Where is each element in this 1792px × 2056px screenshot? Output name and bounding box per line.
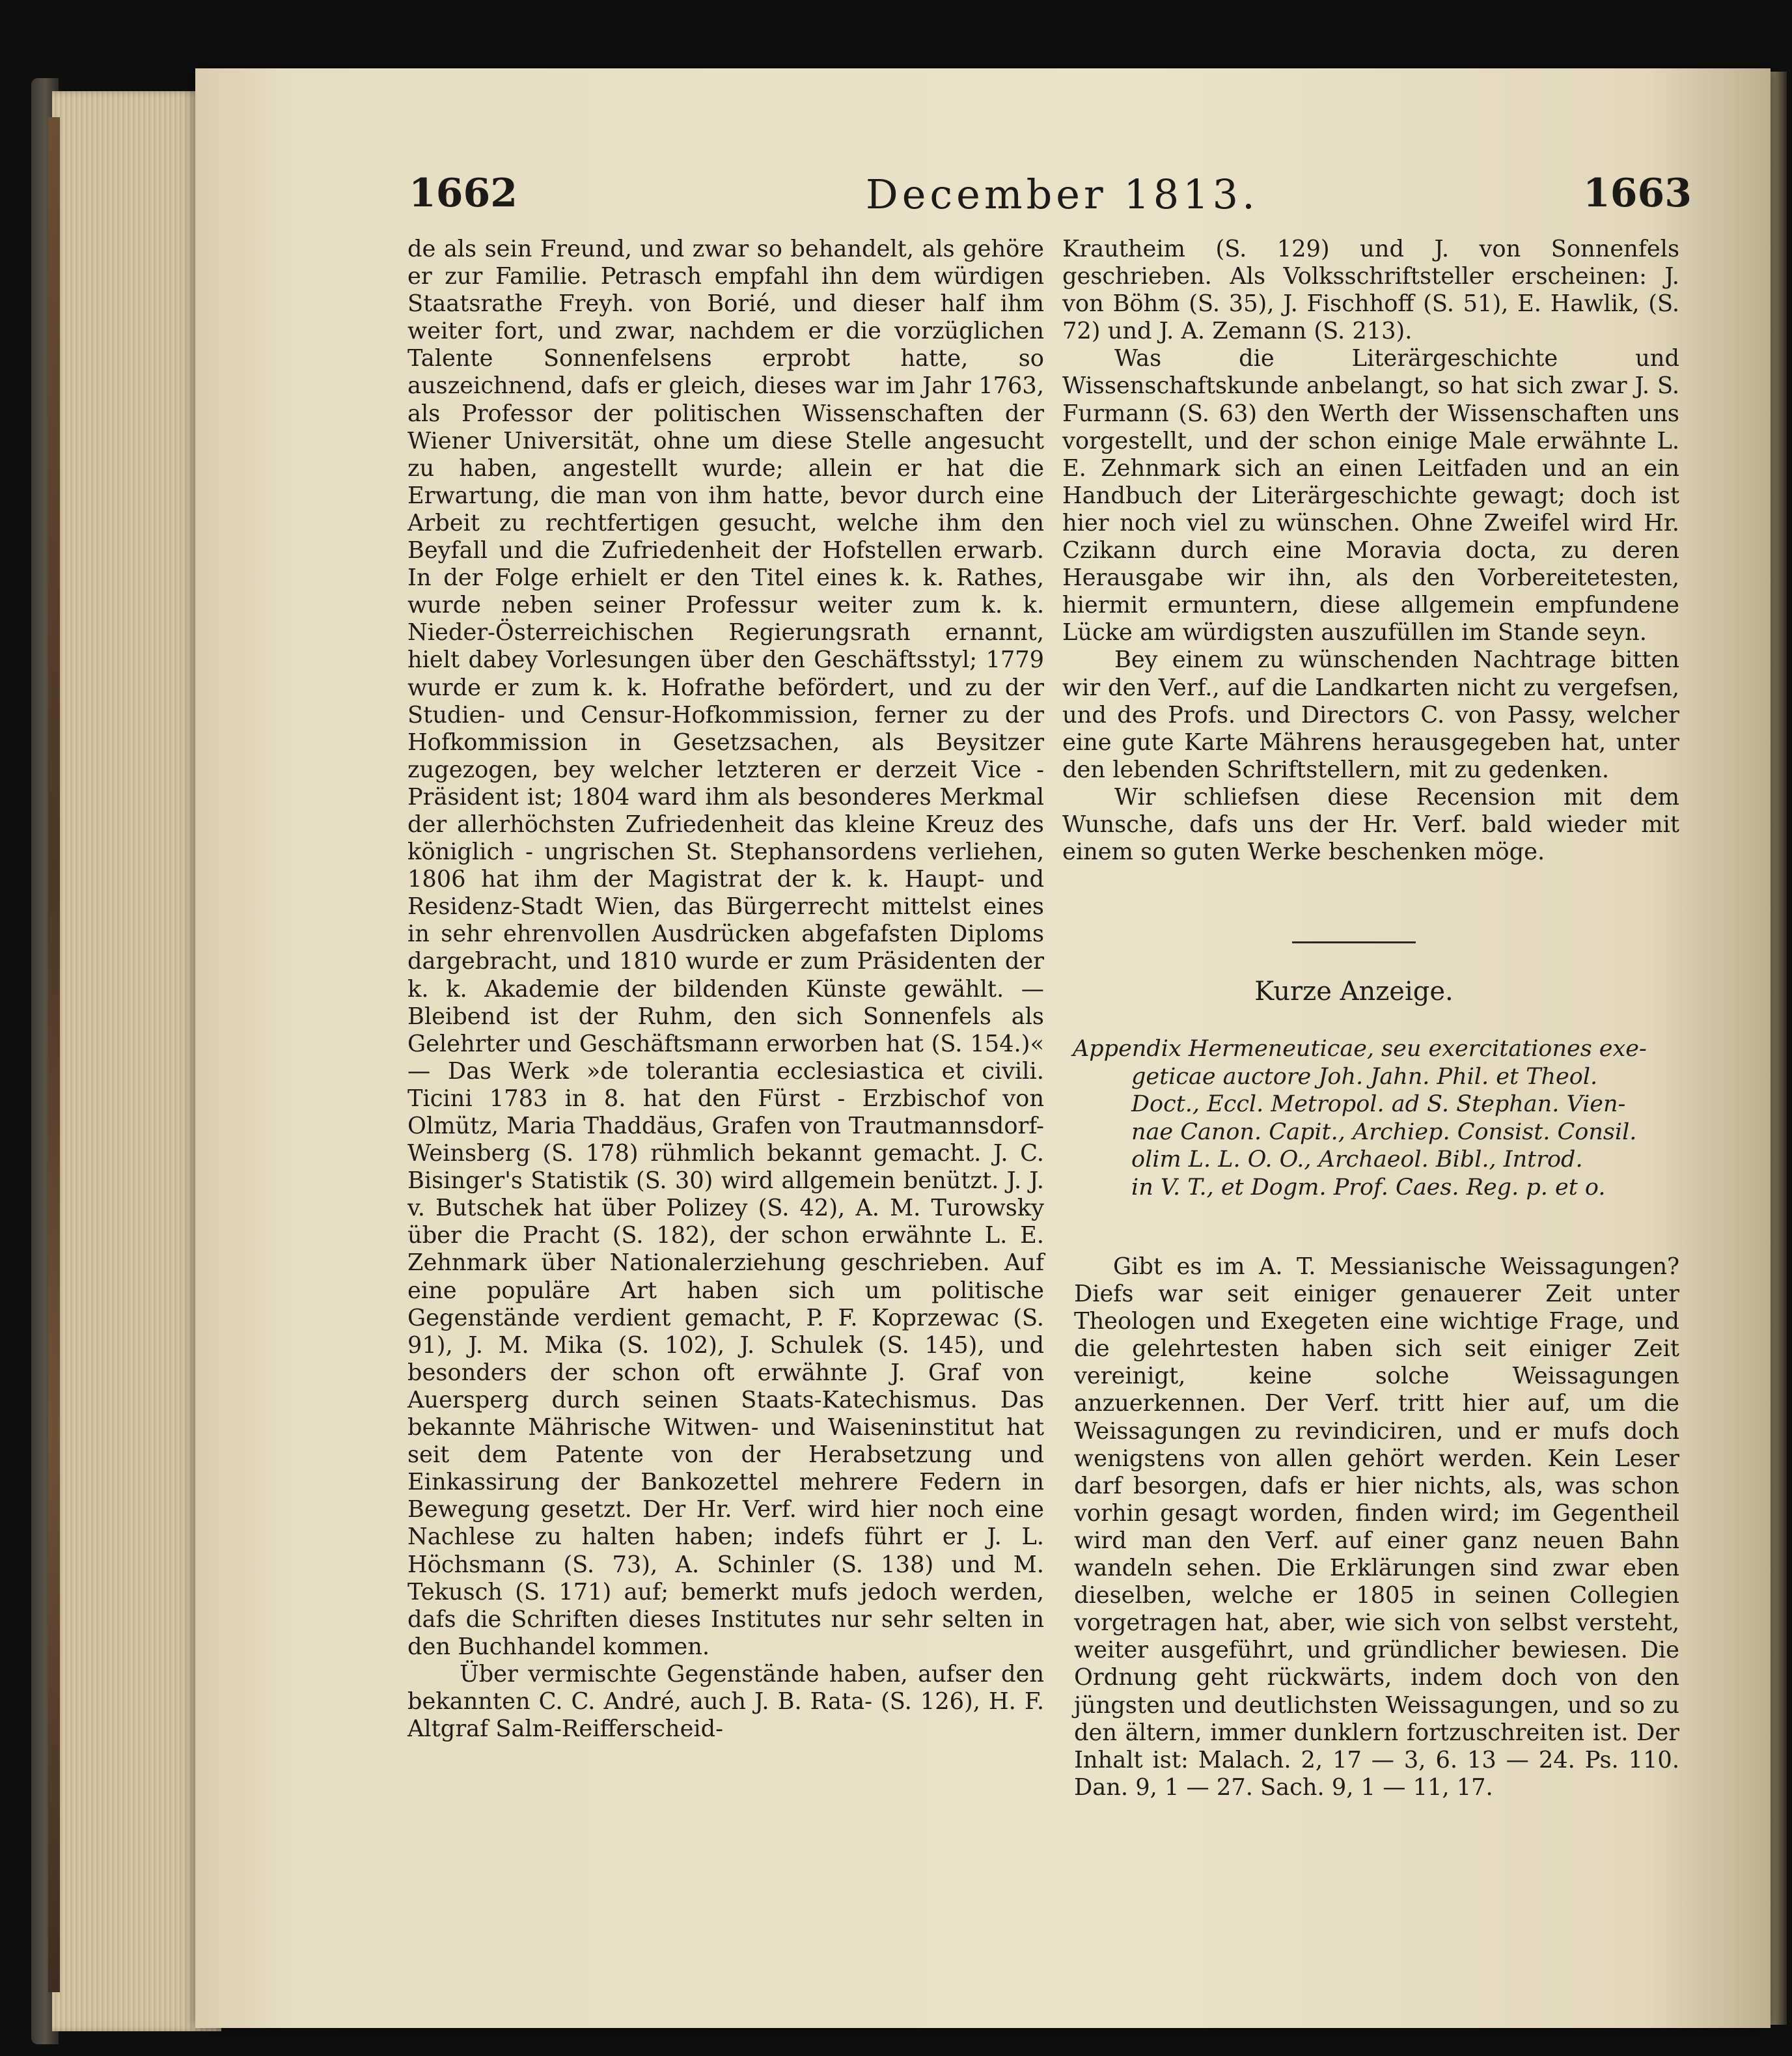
review-body (1074, 1253, 1679, 1801)
running-title: December 1813. (866, 171, 1259, 218)
paragraph: Krautheim (S. 129) und J. von Sonnenfels geschrieben. Als Volksschriftsteller erscheinen: J. von Böhm (S. 35), J. Fischhoff (S. 51), E. Hawlik, (S. 72) und J. A. Zemann (S. 213). (1062, 236, 1679, 345)
marbled-edge (48, 117, 60, 1992)
title-line: olim L. L. O. O., Archaeol. Bibl., Introd. (1131, 1146, 1583, 1173)
right-column (1062, 236, 1679, 866)
paragraph: Wir schliefsen diese Recension mit dem Wunsche, dafs uns der Hr. Verf. bald wieder mit einem so guten Werke beschenken möge. (1062, 783, 1679, 866)
title-line: nae Canon. Capit., Archiep. Consist. Consil. (1131, 1118, 1637, 1145)
section-heading: Kurze Anzeige. (1254, 977, 1454, 1007)
page-number-right: 1663 (1583, 171, 1692, 216)
paragraph: Gibt es im A. T. Messianische Weissagungen? Diefs war seit einiger genauerer Zeit unter Theologen und Exegeten eine wichtige Frage, und die gelehrtesten haben sich seit einiger Zeit vereinigt, keine solche Weissagungen anzuerkennen. Der Verf. tritt hier auf, um die Weissagungen zu revindiciren, und er mufs doch wenigstens von allen gehört werden. Kein Leser darf besorgen, dafs er hier nichts, als, was schon vorhin gesagt worden, finden wird; im Gegentheil wird man den Verf. auf einer ganz neuen Bahn wandeln sehen. Die Erklärungen sind zwar eben dieselben, welche er 1805 in seinen Collegien vorgetragen hat, aber, wie sich von selbst versteht, weiter ausgeführt, und gründlicher bewiesen. Die Ordnung geht rückwärts, indem doch von den jüngsten und deutlichsten Weissagungen, und so zu den ältern, immer dunklern fortzuschreiten ist. Der Inhalt ist: Malach. 2, 17 — 3, 6. 13 — 24. Ps. 110. Dan. 9, 1 — 27. Sach. 9, 1 — 11, 17. (1074, 1253, 1679, 1801)
page-number-left: 1662 (409, 171, 517, 216)
paragraph: de als sein Freund, und zwar so behandelt, als gehöre er zur Familie. Petrasch empfahl ihn dem würdigen Staatsrathe Freyh. von Borié, und dieser half ihm weiter fort, und zwar, nachdem er die vorzüglichen Talente Sonnenfelsens erprobt hatte, so auszeichnend, dafs er gleich, dieses war im Jahr 1763, als Professor der politischen Wissenschaften der Wiener Universität, ohne um diese Stelle angesucht zu haben, angestellt wurde; allein er hat die Erwartung, die man von ihm hatte, bevor durch eine Arbeit zu rechtfertigen gesucht, welche ihm den Beyfall und die Zufriedenheit der Hofstellen erwarb. In der Folge erhielt er den Titel eines k. k. Rathes, wurde neben seiner Professur weiter zum k. k. Nieder-Österreichischen Regierungsrath ernannt, hielt dabey Vorlesungen über den Geschäftsstyl; 1779 wurde er zum k. k. Hofrathe befördert, und zu der Studien- und Censur-Hofkommission, ferner zu der Hofkommission in Gesetzsachen, als Beysitzer zugezogen, bey welcher letzteren er derzeit Vice - Präsident ist; 1804 ward ihm als besonderes Merkmal der allerhöchsten Zufriedenheit das kleine Kreuz des königlich - ungrischen St. Stephansordens verliehen, 1806 hat ihm der Magistrat der k. k. Haupt- und Residenz-Stadt Wien, das Bürgerrecht mittelst eines in sehr ehrenvollen Ausdrücken abgefafsten Diploms dargebracht, und 1810 wurde er zum Präsidenten der k. k. Akademie der bildenden Künste gewählt. — Bleibend ist der Ruhm, den sich Sonnenfels als Gelehrter und Geschäftsmann erworben hat (S. 154.)« — Das Werk »de tolerantia ecclesiastica et civili. Ticini 1783 in 8. hat den Fürst - Erzbischof von Olmütz, Maria Thaddäus, Grafen von Trautmannsdorf-Weinsberg (S. 178) rühmlich bekannt gemacht. J. C. Bisinger's Statistik (S. 30) wird allgemein benützt. J. J. v. Butschek hat über Polizey (S. 42), A. M. Turowsky über die Pracht (S. 182), der schon erwähnte L. E. Zehnmark über Nationalerziehung geschrieben. Auf eine populäre Art haben sich um politische Gegenstände verdient gemacht, P. F. Koprzewac (S. 91), J. M. Mika (S. 102), J. Schulek (S. 145), und besonders der schon oft erwähnte J. Graf von Auersperg durch seinen Staats-Katechismus. Das bekannte Mährische Witwen- und Waiseninstitut hat seit dem Patente von der Herabsetzung und Einkassirung der Bankozettel mehrere Federn in Bewegung gesetzt. Der Hr. Verf. wird hier noch eine Nachlese zu halten haben; indefs führt er J. L. Höchsmann (S. 73), A. Schinler (S. 138) und M. Tekusch (S. 171) auf; bemerkt mufs jedoch werden, dafs die Schriften dieses Institutes nur sehr selten in den Buchhandel kommen. (407, 236, 1044, 1660)
paragraph: Über vermischte Gegenstände haben, aufser den bekannten C. C. André, auch J. B. Rata- (S. 126), H. F. Altgraf Salm-Reifferscheid- (407, 1660, 1044, 1743)
title-line: Doct., Eccl. Metropol. ad S. Stephan. Vien- (1131, 1091, 1626, 1117)
title-line: geticae auctore Joh. Jahn. Phil. et Theol. (1131, 1063, 1598, 1090)
title-line: in V. T., et Dogm. Prof. Caes. Reg. p. et o. (1131, 1174, 1606, 1201)
title-line: Appendix Hermeneuticae, seu exercitationes exe- (1073, 1036, 1647, 1062)
paragraph: Bey einem zu wünschenden Nachtrage bitten wir den Verf., auf die Landkarten nicht zu vergefsen, und des Profs. und Directors C. von Passy, welcher eine gute Karte Mährens herausgegeben hat, unter den lebenden Schriftstellern, mit zu gedenken. (1062, 646, 1679, 783)
paragraph: Was die Literärgeschichte und Wissenschaftskunde anbelangt, so hat sich zwar J. S. Furmann (S. 63) den Werth der Wissenschaften uns vorgestellt, und der schon einige Male erwähnte L. E. Zehnmark sich an einen Leitfaden und an ein Handbuch der Literärgeschichte gewagt; doch ist hier noch viel zu wünschen. Ohne Zweifel wird Hr. Czikann durch eine Moravia docta, zu deren Herausgabe wir ihn, als den Vorbereitetesten, hiermit ermuntern, diese allgemein empfundene Lücke am würdigsten auszufüllen im Stande seyn. (1062, 345, 1679, 646)
left-column (407, 236, 1044, 1743)
reviewed-book-title (1073, 1035, 1678, 1201)
section-divider (1292, 941, 1416, 943)
